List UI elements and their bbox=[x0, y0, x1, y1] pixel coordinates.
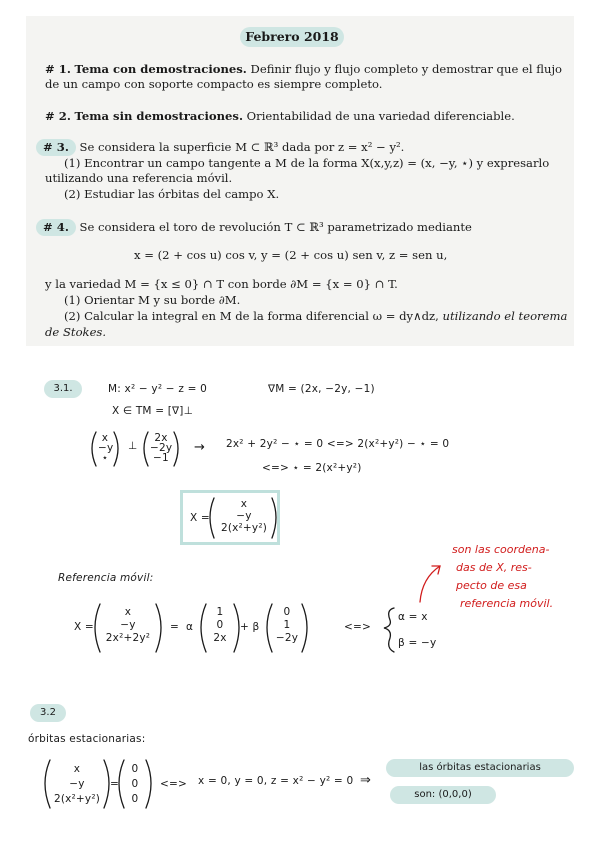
alpha-symbol: α bbox=[186, 621, 194, 633]
moving-frame-equals: = bbox=[170, 621, 179, 633]
problem-1-line-1: # 1. Tema con demostraciones. Definir flujo y flujo completo y demostrar que el flujo bbox=[45, 62, 563, 76]
frame-vector-2: 0 1 −2y bbox=[275, 606, 299, 644]
implies-icon: ⇒ bbox=[360, 773, 372, 788]
perp-equation: 2x² + 2y² − ⋆ = 0 <=> 2(x²+y²) − ⋆ = 0 bbox=[226, 438, 450, 450]
perp-vector-2-right-paren bbox=[174, 432, 178, 466]
perp-vector-1: x −y ⋆ bbox=[98, 432, 114, 464]
beta-symbol: + β bbox=[240, 621, 260, 633]
boxed-left-paren bbox=[210, 498, 214, 538]
stationary-orbits-label: órbitas estacionarias: bbox=[28, 733, 146, 745]
orbit-solution: x = 0, y = 0, z = x² − y² = 0 bbox=[198, 775, 354, 787]
frame-vector-2-right-paren bbox=[302, 604, 307, 652]
red-annotation-4: referencia móvil. bbox=[460, 597, 554, 610]
frame-vector-1: 1 0 2x bbox=[213, 606, 227, 644]
red-arrow-shaft bbox=[420, 566, 440, 602]
problem-4-equation: x = (2 + cos u) cos v, y = (2 + cos u) sen v, z = sen u, bbox=[134, 248, 448, 262]
orbit-equivalence: <=> bbox=[160, 778, 187, 790]
orbit-vector-left-paren bbox=[45, 760, 50, 808]
perp-vector-1-right-paren bbox=[114, 432, 118, 466]
problem-4-line-3: (1) Orientar M y su borde ∂M. bbox=[64, 293, 241, 307]
frame-vector-2-left-paren bbox=[267, 604, 272, 652]
red-annotation-1: son las coordena- bbox=[452, 543, 550, 556]
perp-sign: ⊥ bbox=[128, 440, 138, 452]
problem-1-line-2: de un campo con soporte compacto es siempre completo. bbox=[45, 77, 383, 91]
red-annotation-2: das de X, res- bbox=[456, 561, 532, 574]
arrow-icon: → bbox=[194, 440, 206, 455]
zero-vector-left-paren bbox=[119, 760, 124, 808]
problem-3-number: # 3. bbox=[36, 139, 76, 156]
system-brace bbox=[384, 608, 394, 652]
orbit-equals: = bbox=[110, 778, 119, 790]
orbit-vector: x −y 2(x²+y²) bbox=[53, 763, 101, 805]
frame-vector-1-left-paren bbox=[201, 604, 206, 652]
zero-vector-right-paren bbox=[146, 760, 151, 808]
problem-3-line-1: # 3. Se considera la superficie M ⊂ ℝ³ dada por z = x² − y². bbox=[44, 139, 404, 156]
moving-frame-x-label: X = bbox=[74, 621, 94, 633]
moving-frame-label: Referencia móvil: bbox=[58, 572, 154, 584]
problem-4-line-5: de Stokes. bbox=[45, 325, 107, 339]
boxed-right-paren bbox=[272, 498, 276, 538]
frame-vector-1-right-paren bbox=[234, 604, 239, 652]
problem-3-line-2: (1) Encontrar un campo tangente a M de la forma X(x,y,z) = (x, −y, ⋆) y expresarlo bbox=[64, 156, 550, 170]
problem-4-line-2: y la variedad M = {x ≤ 0} ∩ T con borde ∂M = {x = 0} ∩ T. bbox=[45, 277, 398, 291]
boxed-field-label: X = bbox=[190, 512, 210, 524]
problem-3-line-3: utilizando una referencia móvil. bbox=[45, 171, 233, 185]
zero-vector: 0 0 0 bbox=[131, 763, 139, 805]
beta-solution: β = −y bbox=[398, 637, 437, 649]
ref-vector-left-paren bbox=[95, 604, 100, 652]
conclusion-pill-1: las órbitas estacionarias bbox=[386, 759, 574, 777]
gradient: ∇M = (2x, −2y, −1) bbox=[268, 383, 375, 395]
section-3-2-label: 3.2 bbox=[30, 704, 66, 722]
perp-vector-1-left-paren bbox=[92, 432, 96, 466]
equivalence-sign: <=> bbox=[344, 621, 371, 633]
star-equation: <=> ⋆ = 2(x²+y²) bbox=[262, 462, 362, 474]
problem-4-line-4: (2) Calcular la integral en M de la forma diferencial ω = dy∧dz, utilizando el teorema bbox=[64, 309, 568, 323]
exam-title: Febrero 2018 bbox=[240, 27, 344, 47]
conclusion-pill-2: son: (0,0,0) bbox=[390, 786, 496, 804]
section-3-1-label: 3.1. bbox=[44, 380, 82, 398]
tangent-condition: X ∈ TM = [∇]⊥ bbox=[112, 405, 193, 417]
problem-4-number: # 4. bbox=[36, 219, 76, 236]
problem-2: # 2. Tema sin demostraciones. Orientabilidad de una variedad diferenciable. bbox=[45, 109, 515, 123]
problem-4-line-1: # 4. Se considera el toro de revolución T ⊂ ℝ³ parametrizado mediante bbox=[44, 219, 472, 236]
surface-definition: M: x² − y² − z = 0 bbox=[108, 383, 207, 395]
alpha-solution: α = x bbox=[398, 611, 428, 623]
ref-vector-right-paren bbox=[156, 604, 161, 652]
red-annotation-3: pecto de esa bbox=[456, 579, 527, 592]
moving-frame-vector: x −y 2x²+2y² bbox=[105, 606, 151, 644]
boxed-field-vector: x −y 2(x²+y²) bbox=[220, 498, 268, 534]
problem-3-line-4: (2) Estudiar las órbitas del campo X. bbox=[64, 187, 280, 201]
orbit-vector-right-paren bbox=[104, 760, 109, 808]
perp-vector-2-left-paren bbox=[144, 432, 148, 466]
perp-vector-2: 2x −2y −1 bbox=[150, 432, 173, 464]
